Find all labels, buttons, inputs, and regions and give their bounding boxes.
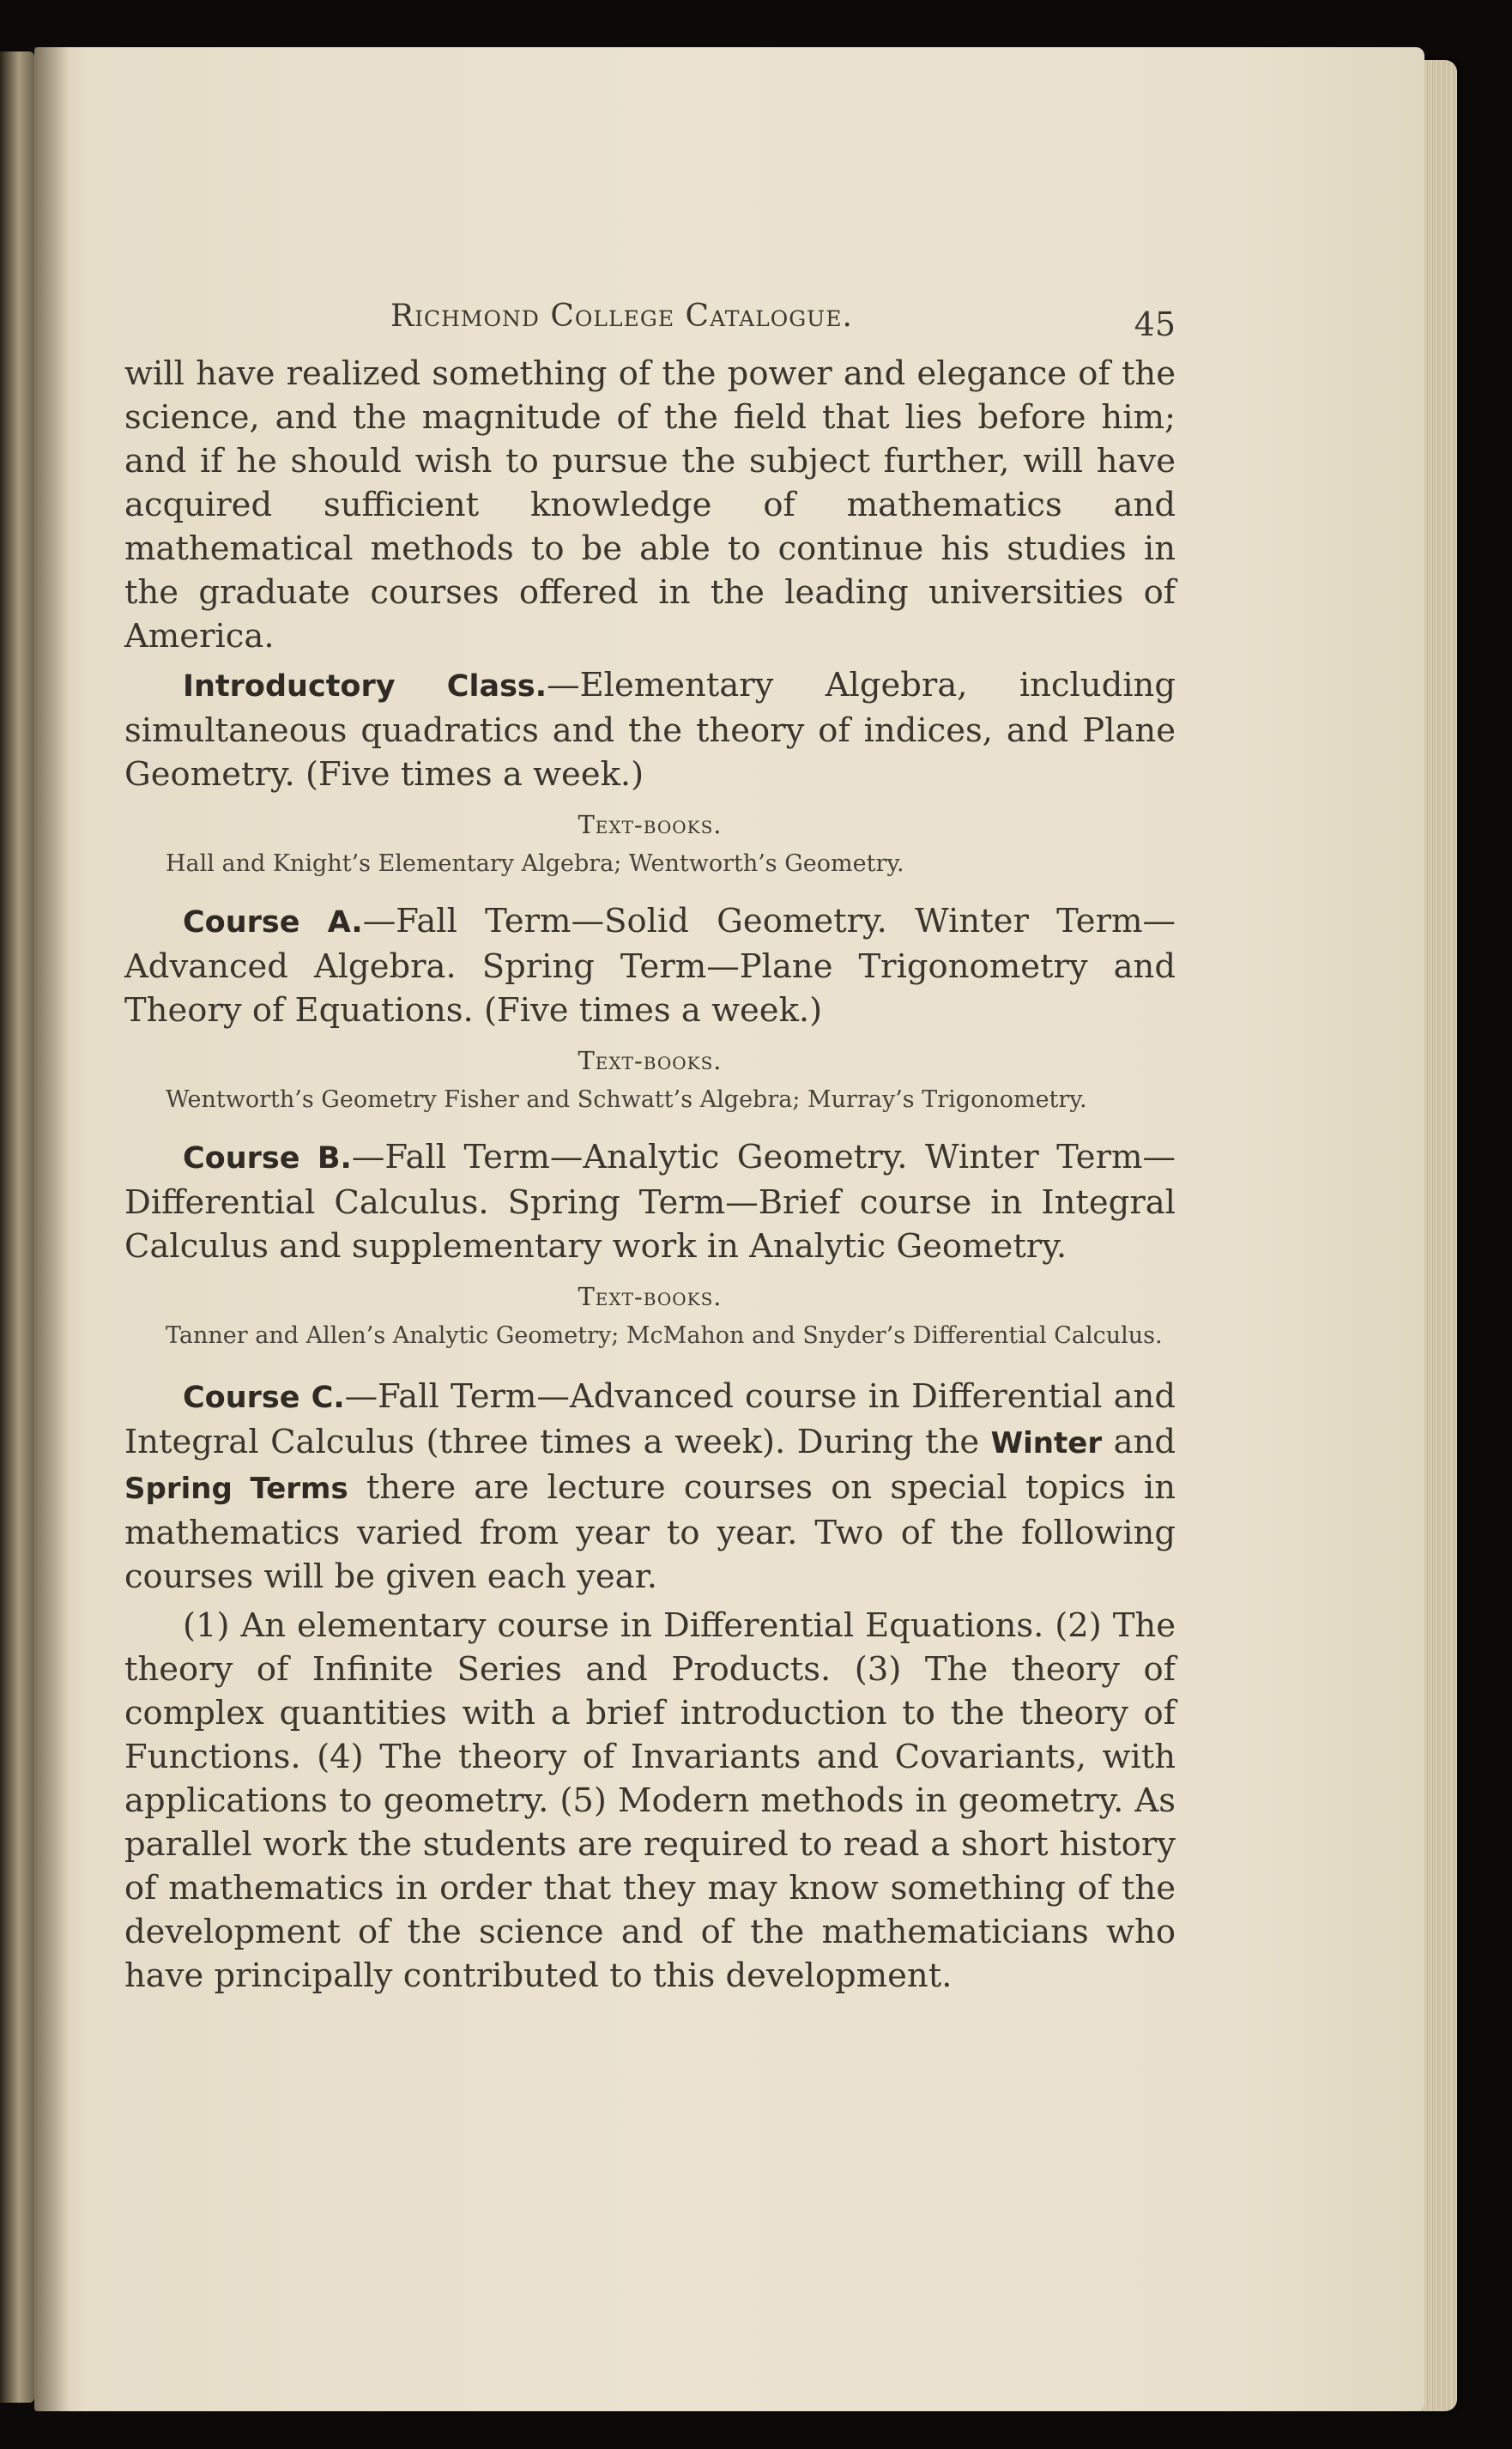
course-a-text: —Fall Term—Solid Geometry. Winter Term—Advanced Algebra. Spring Term—Plane Trigonometry and Theory of Equations. (Five times a week.) bbox=[124, 902, 1176, 1030]
textbooks-introductory: Hall and Knight’s Elementary Algebra; Wentworth’s Geometry. bbox=[166, 850, 904, 877]
previous-page-edge bbox=[0, 51, 34, 2403]
course-b-text: —Fall Term—Analytic Geometry. Winter Term—Differential Calculus. Spring Term—Brief course in Integral Calculus and supplementary work in Analytic Geometry. bbox=[124, 1138, 1176, 1266]
page-content bbox=[124, 292, 1176, 1998]
introductory-class-text: —Elementary Algebra, including simultaneous quadratics and the theory of indices, and Plane Geometry. (Five times a week.) bbox=[124, 666, 1176, 794]
textbooks-course-a: Wentworth’s Geometry Fisher and Schwatt’s Algebra; Murray’s Trigonometry. bbox=[166, 1086, 1087, 1113]
course-a-paragraph bbox=[124, 899, 1176, 1032]
course-a-lead: Course A. bbox=[183, 905, 363, 940]
gutter-shadow bbox=[34, 47, 69, 2411]
introductory-class-paragraph bbox=[124, 663, 1176, 796]
paragraph-continuation: will have realized something of the power and elegance of the science, and the magnitude of the field that lies before him; and if he should wish to pursue the subject further, will have acquired sufficient knowledge of mathematics and mathematical methods to be able to continue his studies in the graduate courses offered in the leading universities of America. bbox=[124, 354, 1176, 656]
course-c-winter: Winter bbox=[990, 1426, 1103, 1460]
course-c-text-1: —Fall Term—Advanced course in Differential and Integral Calculus (three times a week). During the bbox=[124, 1377, 1176, 1461]
running-head bbox=[124, 292, 1176, 352]
course-c-lead: Course C. bbox=[183, 1381, 345, 1415]
textbooks-heading-course-b: Text-books. bbox=[578, 1282, 723, 1311]
textbooks-heading-course-a: Text-books. bbox=[578, 1046, 723, 1075]
textbooks-heading-introductory: Text-books. bbox=[578, 810, 723, 839]
course-c-text-2: and bbox=[1102, 1423, 1176, 1461]
textbooks-course-b: Tanner and Allen’s Analytic Geometry; McMahon and Snyder’s Differential Calculus. bbox=[166, 1322, 1163, 1349]
course-c-spring-terms: Spring Terms bbox=[124, 1472, 348, 1506]
course-c-paragraph bbox=[124, 1375, 1176, 1599]
course-b-paragraph bbox=[124, 1135, 1176, 1268]
topics-paragraph: (1) An elementary course in Differential Equations. (2) The theory of Infinite Series and Products. (3) The theory of complex quantities with a brief introduction to the theory of Functions. (4) The theory of Invariants and Covariants, with applications to geometry. (5) Modern methods in geometry. As parallel work the students are required to read a short history of mathematics in order that they may know something of the development of the science and of the mathematicians who have principally contributed to this development. bbox=[124, 1606, 1176, 1995]
course-b-lead: Course B. bbox=[183, 1141, 352, 1176]
page-number: 45 bbox=[1134, 305, 1176, 343]
introductory-class-lead: Introductory Class. bbox=[183, 669, 547, 704]
course-c-text-3: there are lecture courses on special topics in mathematics varied from year to year. Two of the following courses will be given each year. bbox=[124, 1468, 1176, 1596]
running-title: Richmond College Catalogue. bbox=[390, 299, 853, 334]
